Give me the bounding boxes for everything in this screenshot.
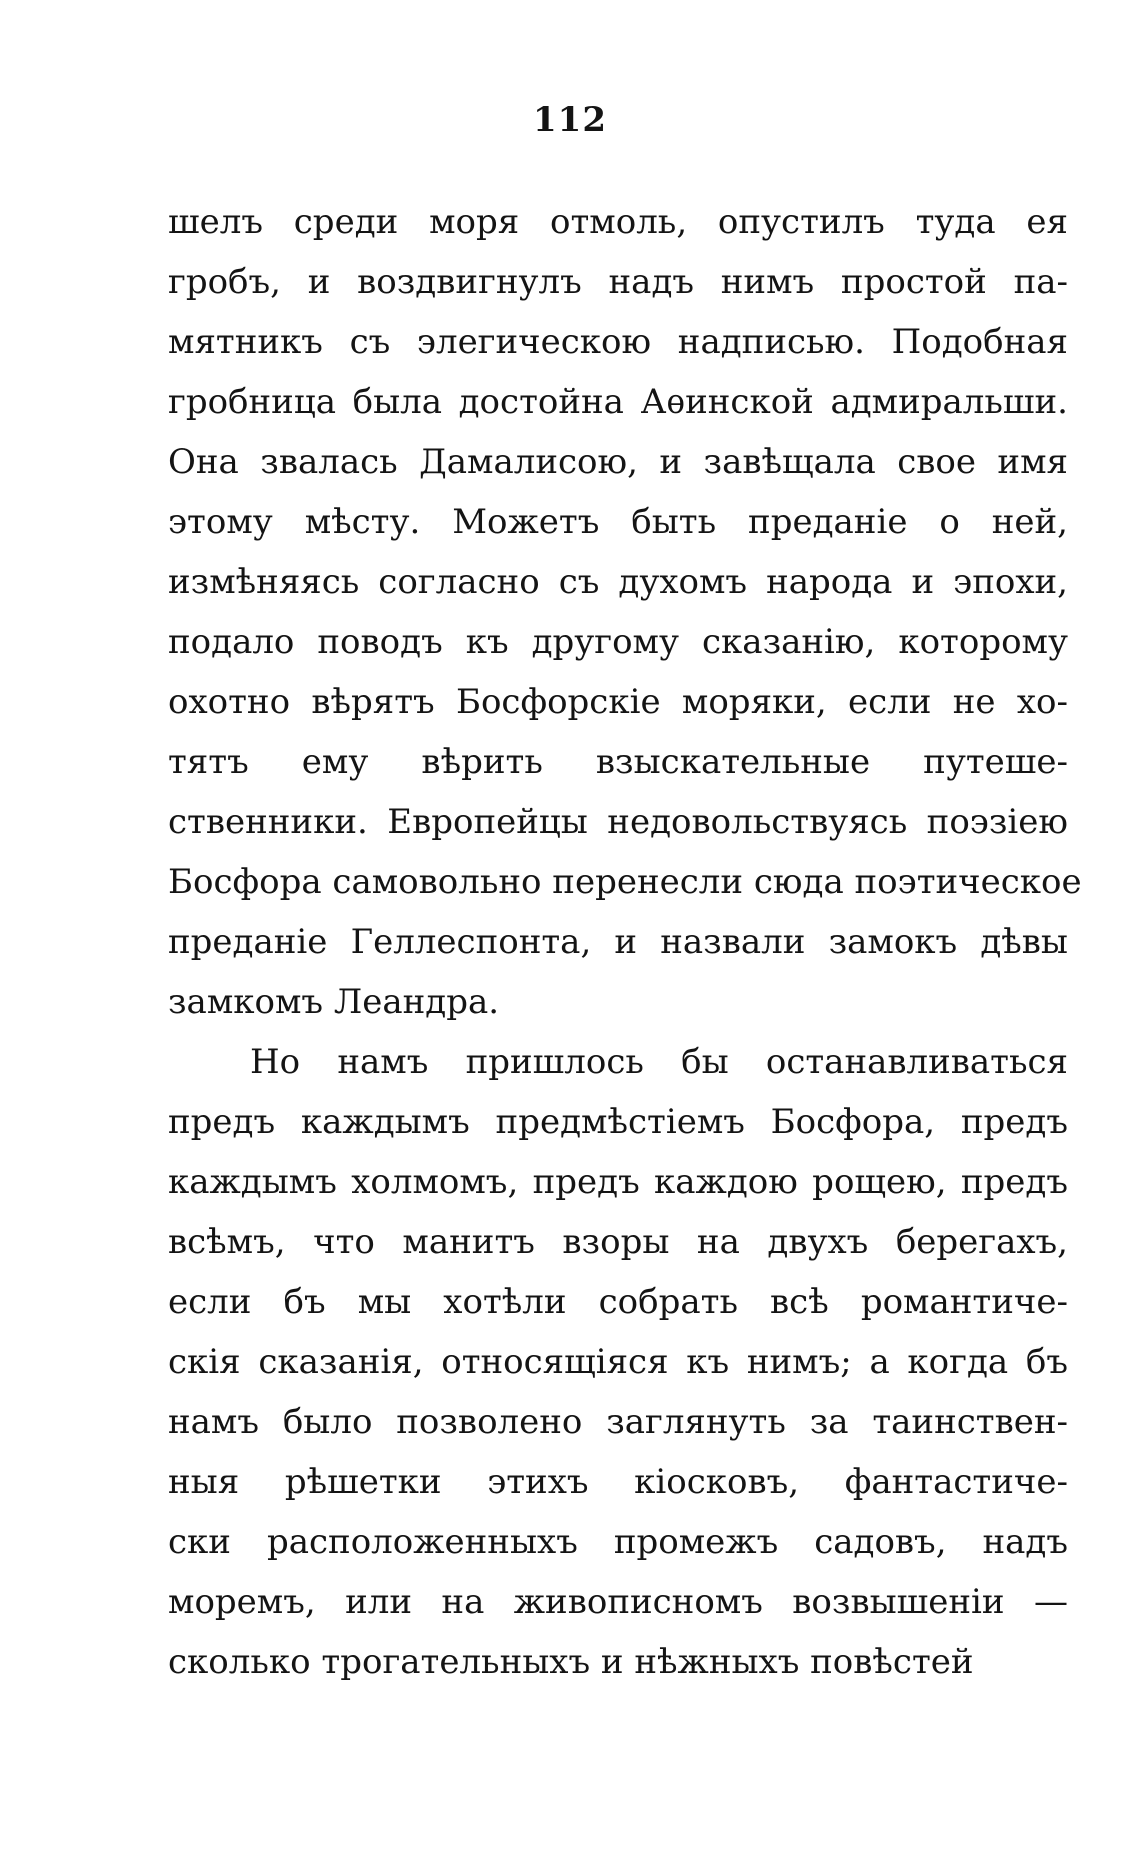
text-line: Босфора самовольно перенесли сюда поэтическое (168, 862, 1082, 902)
text-line: преданіе Геллеспонта, и назвали замокъ дѣвы (168, 922, 1068, 962)
text-line: скія сказанія, относящіяся къ нимъ; а когда бъ (168, 1342, 1068, 1382)
text-line: гробница была достойна Аѳинской адмиральши. (168, 382, 1068, 422)
text-line: этому мѣсту. Можетъ быть преданіе о ней, (168, 502, 1068, 542)
text-line: шелъ среди моря отмоль, опустилъ туда ея (168, 202, 1068, 242)
text-line: мятникъ съ элегическою надписью. Подобная (168, 322, 1068, 362)
text-line: намъ было позволено заглянуть за таинствен- (168, 1402, 1068, 1442)
text-line: гробъ, и воздвигнулъ надъ нимъ простой па- (168, 262, 1068, 302)
text-line: моремъ, или на живописномъ возвышеніи — (168, 1582, 1068, 1622)
text-line: тятъ ему вѣрить взыскательные путеше- (168, 742, 1068, 782)
text-line: всѣмъ, что манитъ взоры на двухъ берегахъ, (168, 1222, 1068, 1262)
text-line: подало поводъ къ другому сказанію, которому (168, 622, 1068, 662)
text-line: ныя рѣшетки этихъ кіосковъ, фантастиче- (168, 1462, 1068, 1502)
body-text (168, 192, 1082, 1692)
page-number: 112 (533, 100, 607, 140)
text-line: Она звалась Дамалисою, и завѣщала свое имя (168, 442, 1068, 482)
text-line: охотно вѣрятъ Босфорскіе моряки, если не хо- (168, 682, 1068, 722)
paragraph (168, 192, 1082, 1032)
text-line: измѣняясь согласно съ духомъ народа и эпохи, (168, 562, 1068, 602)
paragraph (168, 1032, 1068, 1692)
text-line: если бъ мы хотѣли собрать всѣ романтиче- (168, 1282, 1068, 1322)
text-line: сколько трогательныхъ и нѣжныхъ повѣстей (168, 1642, 974, 1682)
text-line: каждымъ холмомъ, предъ каждою рощею, предъ (168, 1162, 1068, 1202)
text-line: ственники. Европейцы недовольствуясь поэзіею (168, 802, 1068, 842)
text-line: предъ каждымъ предмѣстіемъ Босфора, предъ (168, 1102, 1068, 1142)
text-line: замкомъ Леандра. (168, 982, 500, 1022)
text-line: Но намъ пришлось бы останавливаться (250, 1042, 1068, 1082)
text-line: ски расположенныхъ промежъ садовъ, надъ (168, 1522, 1068, 1562)
